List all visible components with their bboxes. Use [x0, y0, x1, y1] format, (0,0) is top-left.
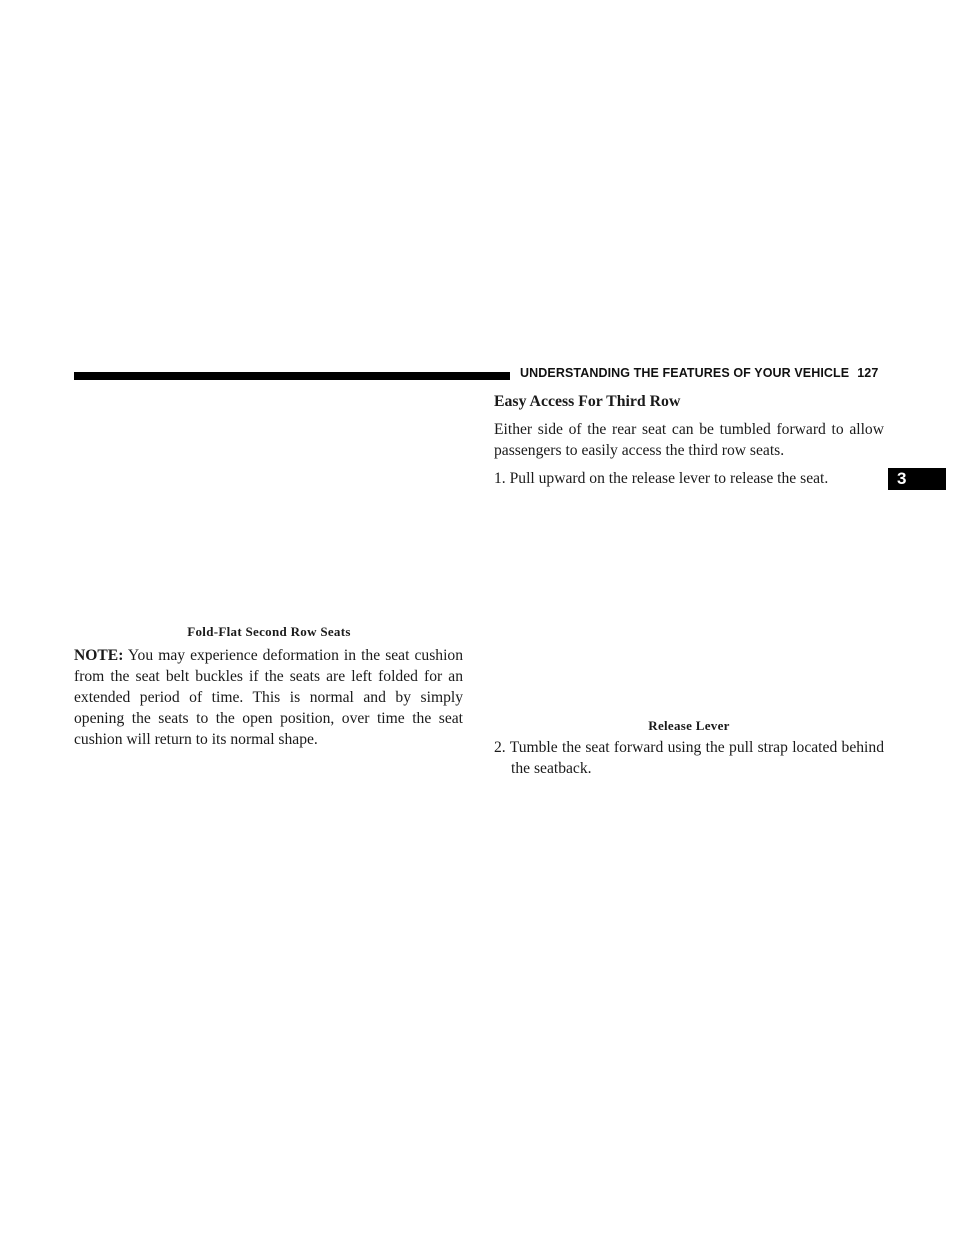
figure-fold-flat-seats	[74, 392, 464, 620]
figure-caption-right: Release Lever	[648, 718, 730, 733]
figure-release-lever	[494, 498, 884, 714]
running-header	[520, 366, 878, 380]
note-text: You may experience deformation in the seat cushion from the seat belt buckles if the seats are left folded for an extended period of time. This is normal and by simply opening the seats to the open position, over time the seat cushion will return to its normal shape.	[74, 647, 463, 748]
section-heading: Easy Access For Third Row	[494, 393, 681, 410]
chapter-tab: 3	[888, 468, 946, 490]
header-rule	[74, 372, 510, 380]
header-section-title: UNDERSTANDING THE FEATURES OF YOUR VEHICLE	[520, 366, 850, 380]
figure-caption-left: Fold-Flat Second Row Seats	[187, 624, 351, 639]
step-1: 1. Pull upward on the release lever to release the seat.	[494, 470, 829, 487]
note-label: NOTE:	[74, 647, 124, 664]
page-number: 127	[857, 366, 879, 380]
intro-paragraph: Either side of the rear seat can be tumbled forward to allow passengers to easily access the third row seats.	[494, 421, 884, 459]
note-paragraph	[74, 645, 463, 750]
step-2: 2. Tumble the seat forward using the pull strap located behind the seatback.	[494, 739, 884, 777]
